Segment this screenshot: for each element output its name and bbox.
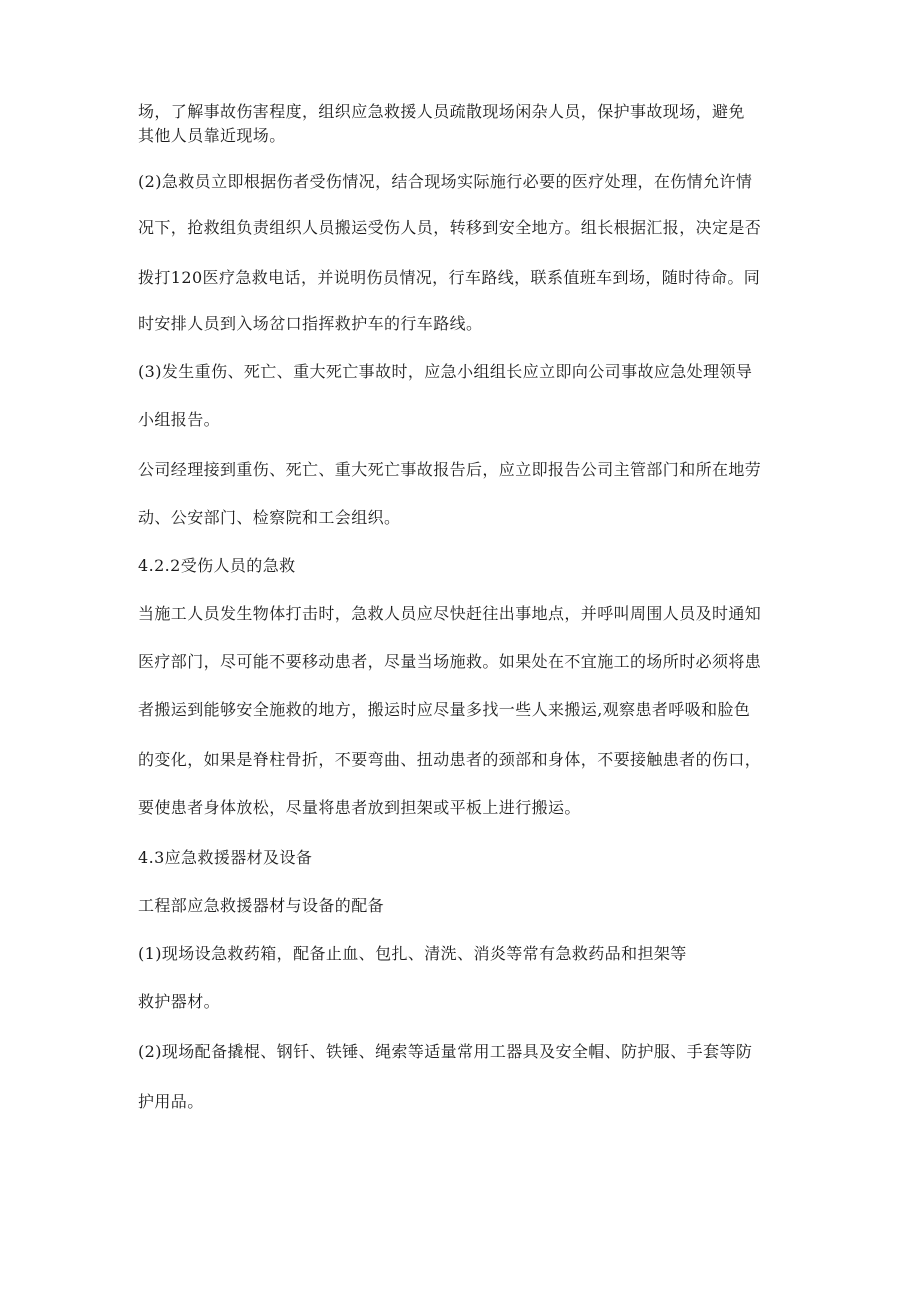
text-line: 小组报告。 — [138, 410, 221, 429]
text-line: 护用品。 — [138, 1092, 204, 1111]
text-line: 救护器材。 — [138, 992, 221, 1011]
text-line: 时安排人员到入场岔口指挥救护车的行车路线。 — [138, 314, 483, 333]
text-line: 场，了解事故伤害程度，组织应急救援人员疏散现场闲杂人员，保护事故现场，避免 — [138, 102, 745, 121]
text-line: 工程部应急救援器材与设备的配备 — [138, 896, 385, 915]
text-line: 当施工人员发生物体打击时，急救人员应尽快赶往出事地点，并呼叫周围人员及时通知 — [138, 604, 762, 623]
text-line: 况下，抢救组负责组织人员搬运受伤人员，转移到安全地方。组长根据汇报，决定是否 — [138, 218, 762, 237]
text-line: 拨打120医疗急救电话，并说明伤员情况，行车路线，联系值班车到场，随时待命。同 — [138, 268, 761, 287]
text-line: (2)急救员立即根据伤者受伤情况，结合现场实际施行必要的医疗处理，在伤情允许情 — [138, 172, 753, 191]
section-heading: 4.3应急救援器材及设备 — [138, 848, 313, 867]
text-line: 动、公安部门、检察院和工会组织。 — [138, 508, 401, 527]
text-line: 医疗部门，尽可能不要移动患者，尽量当场施救。如果处在不宜施工的场所时必须将患 — [138, 652, 762, 671]
text-line: 的变化，如果是脊柱骨折，不要弯曲、扭动患者的颈部和身体，不要接触患者的伤口， — [138, 750, 762, 769]
section-heading: 4.2.2受伤人员的急救 — [138, 556, 296, 575]
text-line: 公司经理接到重伤、死亡、重大死亡事故报告后，应立即报告公司主管部门和所在地劳 — [138, 460, 762, 479]
text-line: 者搬运到能够安全施救的地方，搬运时应尽量多找一些人来搬运,观察患者呼吸和脸色 — [138, 700, 751, 719]
text-line: 要使患者身体放松，尽量将患者放到担架或平板上进行搬运。 — [138, 798, 581, 817]
text-line: (1)现场设急救药箱，配备止血、包扎、清洗、消炎等常有急救药品和担架等 — [138, 944, 687, 963]
text-line: (3)发生重伤、死亡、重大死亡事故时，应急小组组长应立即向公司事故应急处理领导 — [138, 362, 753, 381]
text-line: 其他人员靠近现场。 — [138, 126, 286, 145]
text-line: (2)现场配备撬棍、钢钎、铁锤、绳索等适量常用工器具及安全帽、防护服、手套等防 — [138, 1042, 753, 1061]
